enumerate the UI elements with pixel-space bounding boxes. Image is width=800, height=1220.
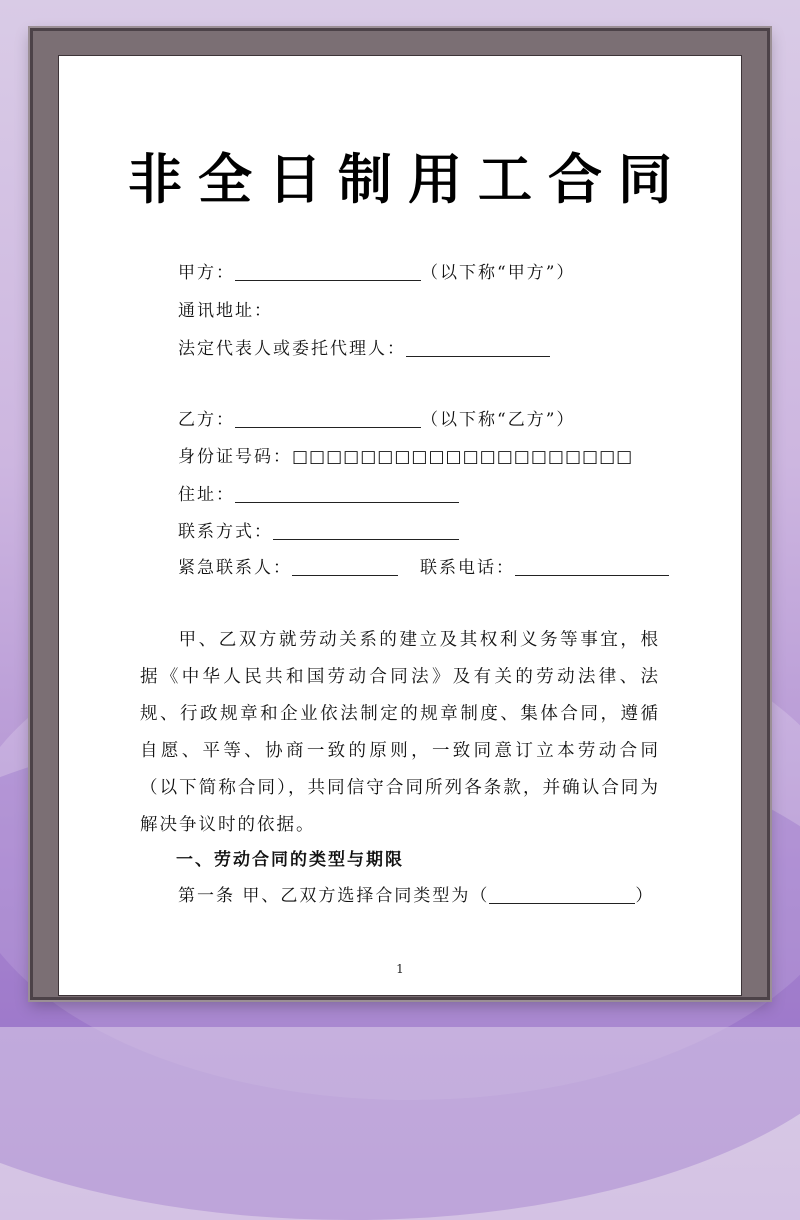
party-b-residence-blank[interactable] bbox=[235, 484, 459, 503]
party-a-rep-label: 法定代表人或委托代理人： bbox=[178, 339, 406, 359]
party-a-suffix: （以下称“甲方”） bbox=[421, 263, 576, 283]
intro-paragraph bbox=[140, 622, 660, 844]
party-b-id-line bbox=[178, 442, 633, 467]
contract-type-blank[interactable] bbox=[489, 885, 635, 904]
party-a-rep-line bbox=[178, 334, 550, 359]
party-b-phone-label: 联系电话： bbox=[420, 558, 515, 578]
page-number: 1 bbox=[396, 962, 404, 976]
party-a-address-label: 通讯地址： bbox=[178, 301, 273, 321]
document-title: 非全日制用工合同 bbox=[128, 148, 688, 211]
party-b-emergency-label: 紧急联系人： bbox=[178, 558, 292, 578]
party-b-blank[interactable] bbox=[235, 409, 421, 428]
party-b-emergency-blank[interactable] bbox=[292, 557, 398, 576]
party-a-rep-blank[interactable] bbox=[406, 338, 550, 357]
article-one-prefix: 第一条 甲、乙双方选择合同类型为（ bbox=[178, 886, 490, 906]
party-b-contact-line bbox=[178, 517, 459, 542]
party-b-label: 乙方： bbox=[178, 410, 235, 430]
party-b-suffix: （以下称“乙方”） bbox=[421, 410, 576, 430]
party-b-residence-line bbox=[178, 480, 459, 505]
party-b-id-label: 身份证号码： bbox=[178, 447, 292, 467]
section-heading: 一、劳动合同的类型与期限 bbox=[176, 850, 404, 870]
party-b-residence-label: 住址： bbox=[178, 485, 235, 505]
article-one-line bbox=[178, 881, 654, 906]
id-number-boxes[interactable]: □□□□□□□□□□□□□□□□□□□□ bbox=[292, 447, 634, 467]
party-b-phone-blank[interactable] bbox=[515, 557, 669, 576]
party-b-contact-label: 联系方式： bbox=[178, 522, 273, 542]
party-a-blank[interactable] bbox=[235, 262, 421, 281]
party-b-contact-blank[interactable] bbox=[273, 521, 459, 540]
intro-paragraph-text: 甲、乙双方就劳动关系的建立及其权利义务等事宜，根据《中华人民共和国劳动合同法》及有关的劳动法律、法规、行政规章和企业依法制定的规章制度、集体合同，遵循自愿、平等、协商一致的原则，一致同意订立本劳动合同（以下简称合同），共同信守合同所列各条款，并确认合同为解决争议时的依据。 bbox=[140, 630, 660, 835]
article-one-suffix: ） bbox=[635, 886, 655, 906]
party-b-emergency-line bbox=[178, 553, 669, 578]
party-a-label: 甲方： bbox=[178, 263, 235, 283]
party-a-address-line bbox=[178, 296, 273, 321]
party-b-line bbox=[178, 405, 575, 430]
party-a-line bbox=[178, 258, 575, 283]
